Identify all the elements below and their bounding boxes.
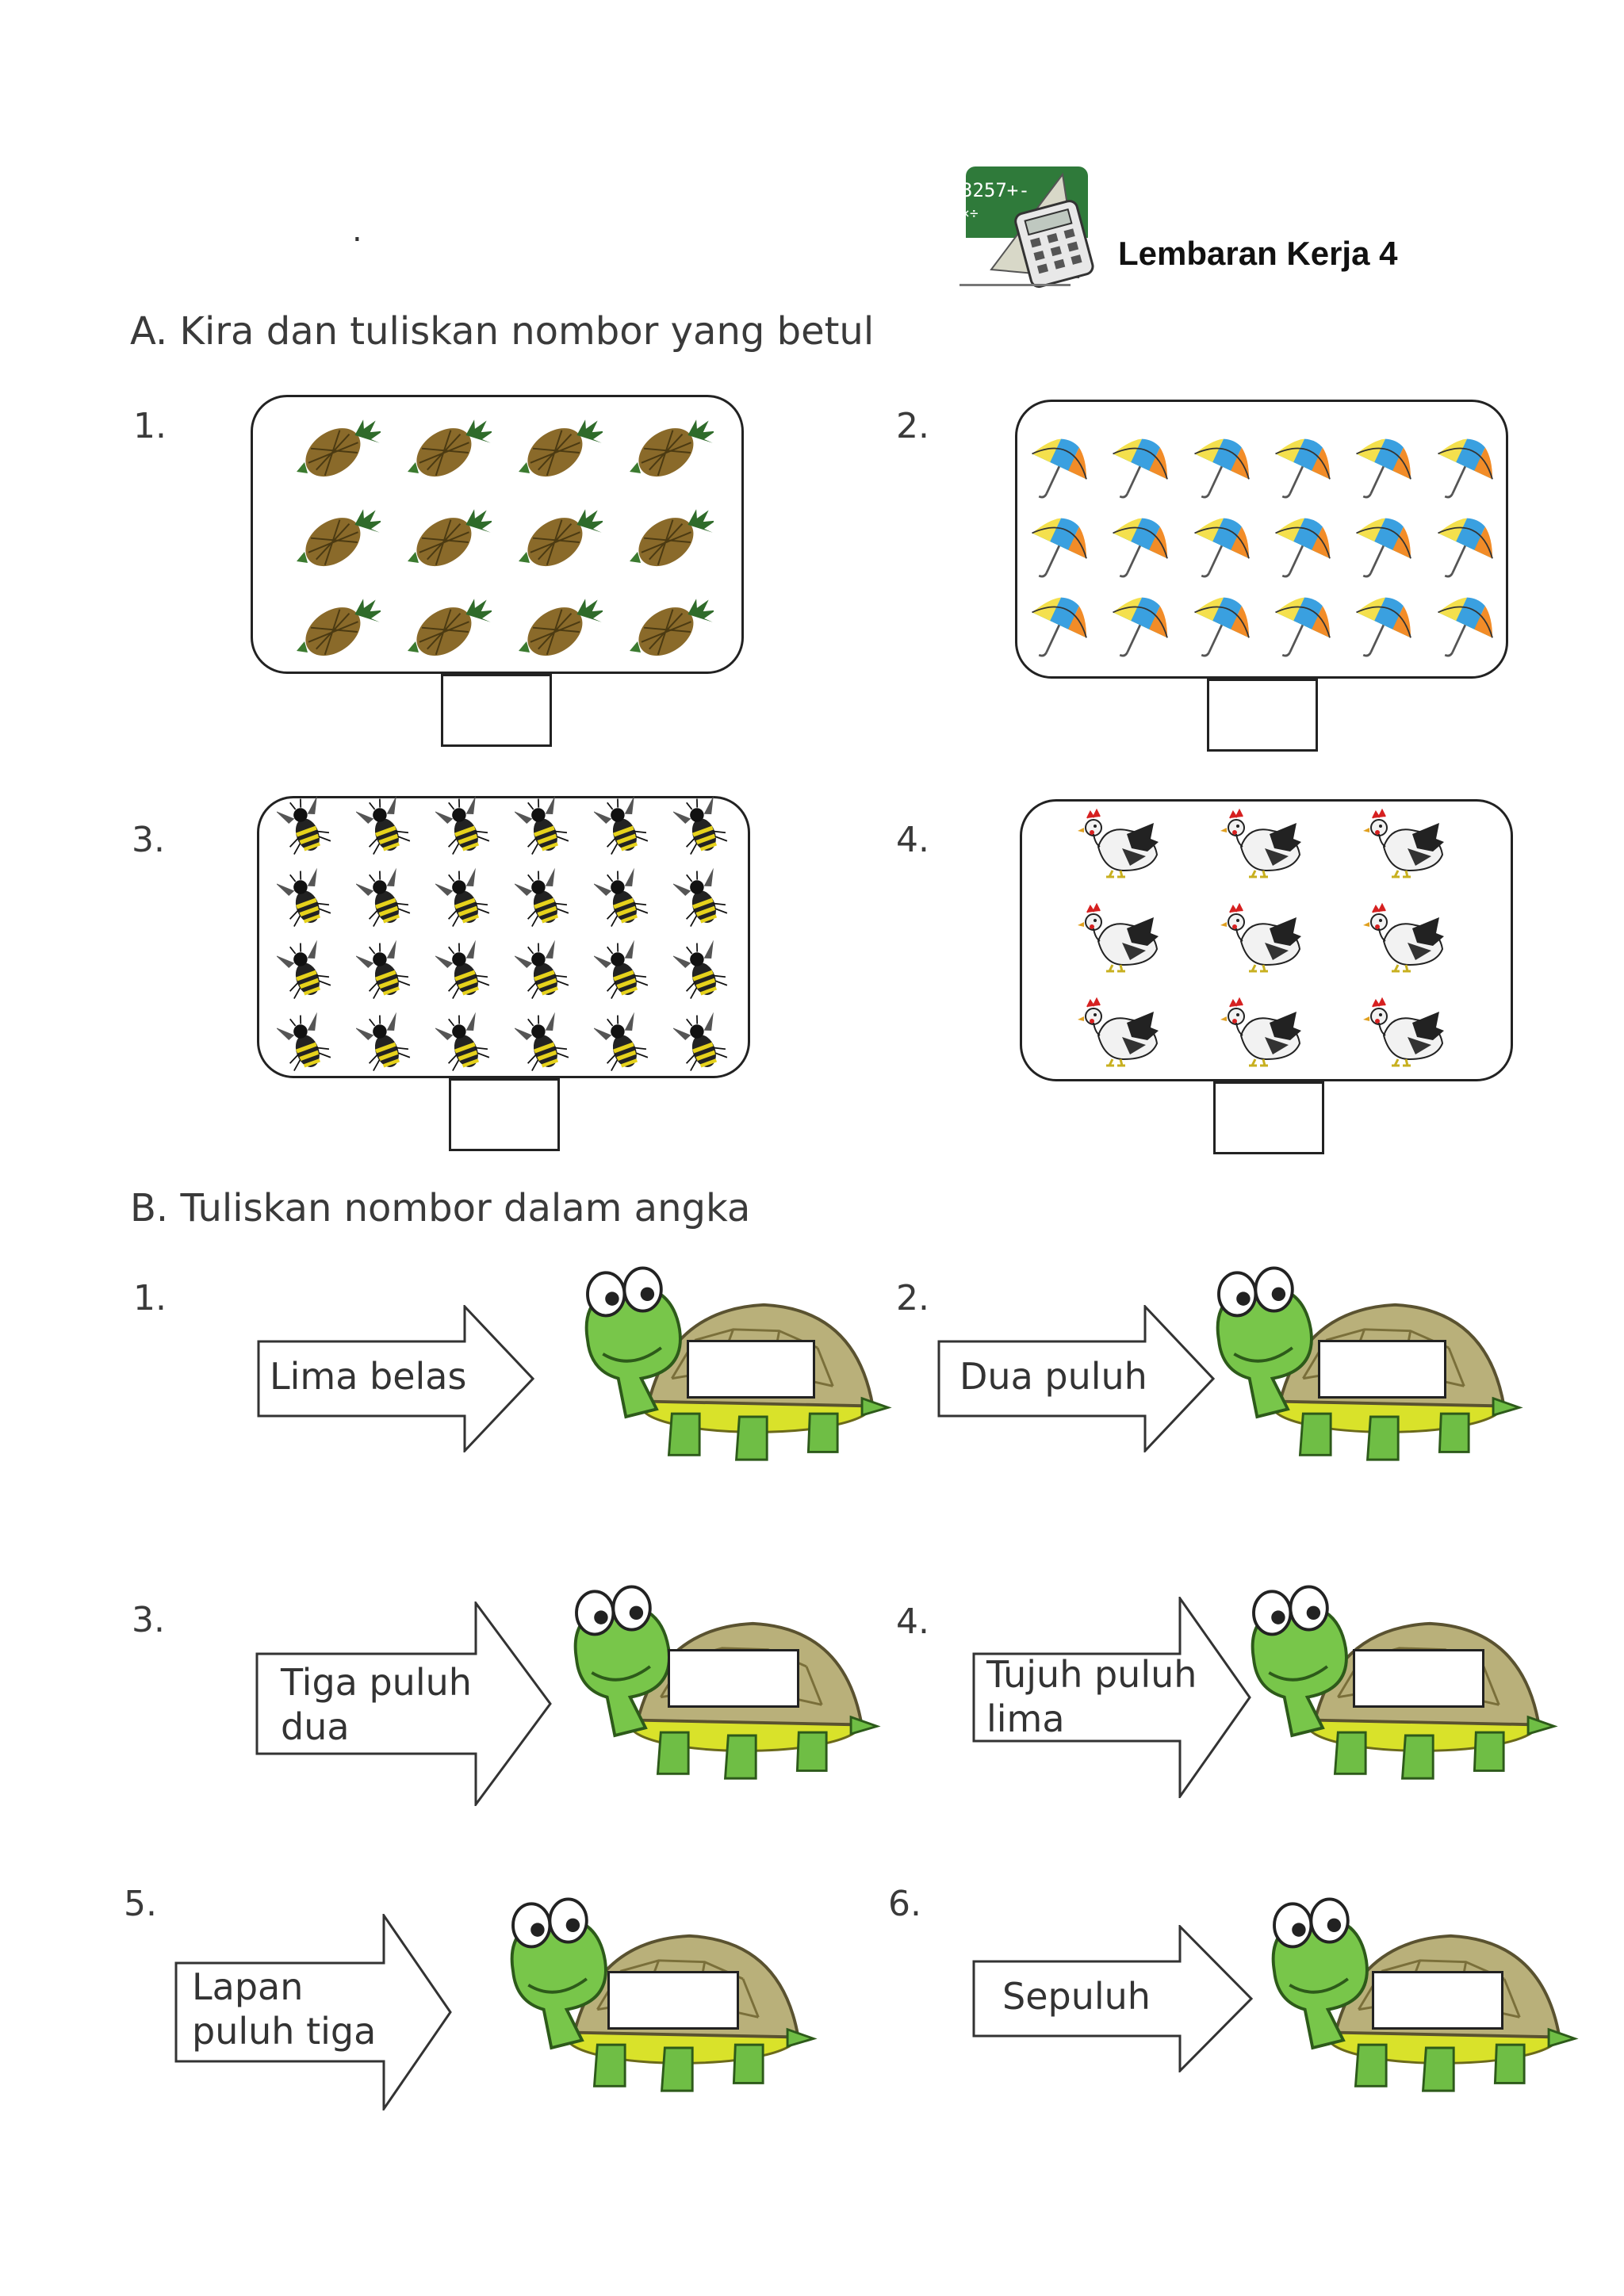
pineapple-grid [278, 396, 722, 666]
section-a-heading: A. Kira dan tuliskan nombor yang betul [130, 309, 875, 354]
pineapple-icon [278, 486, 389, 576]
bee-icon [265, 934, 344, 1006]
umbrella-icon [1424, 587, 1505, 666]
answer-box-b3[interactable] [668, 1649, 799, 1708]
bee-grid [265, 790, 741, 1078]
bee-icon [423, 790, 503, 862]
number-word-b5: Lapan puluh tiga [192, 1965, 377, 2053]
rooster-icon [1189, 796, 1332, 890]
bee-icon [503, 1006, 582, 1078]
pineapple-icon [389, 576, 500, 666]
bee-icon [582, 790, 661, 862]
answer-box-a3[interactable] [449, 1078, 560, 1151]
rooster-icon [1189, 984, 1332, 1078]
svg-text:3257+-: 3257+- [961, 179, 1030, 201]
umbrella-icon [1181, 587, 1262, 666]
bee-icon [344, 862, 423, 934]
answer-box-a2[interactable] [1207, 679, 1318, 752]
section-b-heading: B. Tuliskan nombor dalam angka [130, 1186, 751, 1230]
bee-icon [344, 1006, 423, 1078]
bee-icon [503, 790, 582, 862]
umbrella-icon [1262, 507, 1342, 587]
pineapple-icon [611, 486, 722, 576]
umbrella-icon [1018, 507, 1099, 587]
answer-box-a1[interactable] [441, 674, 552, 747]
item-a3-number: 3. [132, 820, 165, 860]
umbrella-icon [1099, 428, 1180, 507]
umbrella-grid [1018, 428, 1505, 666]
pineapple-icon [389, 486, 500, 576]
item-b5-number: 5. [124, 1884, 157, 1924]
bee-icon [423, 1006, 503, 1078]
answer-box-a4[interactable] [1213, 1081, 1324, 1154]
number-word-b2: Dua puluh [959, 1355, 1147, 1398]
umbrella-icon [1018, 428, 1099, 507]
pineapple-icon [611, 576, 722, 666]
rooster-grid [1047, 796, 1475, 1078]
umbrella-icon [1342, 428, 1423, 507]
item-b1-number: 1. [133, 1278, 167, 1318]
pineapple-icon [500, 486, 611, 576]
pineapple-icon [611, 396, 722, 486]
rooster-icon [1189, 890, 1332, 985]
bee-icon [582, 1006, 661, 1078]
stray-dot: . [352, 212, 362, 249]
bee-icon [661, 790, 741, 862]
item-b4-number: 4. [896, 1601, 929, 1642]
umbrella-icon [1424, 507, 1505, 587]
bee-icon [503, 862, 582, 934]
item-a2-number: 2. [896, 406, 929, 446]
umbrella-icon [1181, 507, 1262, 587]
pineapple-icon [389, 396, 500, 486]
calculator-logo-icon [944, 159, 1102, 293]
number-word-b6: Sepuluh [1002, 1975, 1151, 2018]
pineapple-icon [500, 396, 611, 486]
item-a4-number: 4. [896, 820, 929, 860]
umbrella-icon [1262, 587, 1342, 666]
answer-box-b6[interactable] [1372, 1971, 1503, 2030]
umbrella-icon [1099, 587, 1180, 666]
bee-icon [423, 862, 503, 934]
number-word-b4: Tujuh puluh lima [986, 1653, 1197, 1740]
umbrella-icon [1181, 428, 1262, 507]
umbrella-icon [1424, 428, 1505, 507]
rooster-icon [1332, 890, 1475, 985]
pineapple-icon [278, 396, 389, 486]
rooster-icon [1332, 796, 1475, 890]
bee-icon [344, 934, 423, 1006]
umbrella-icon [1342, 587, 1423, 666]
number-word-b1: Lima belas [270, 1355, 467, 1398]
bee-icon [265, 1006, 344, 1078]
bee-icon [503, 934, 582, 1006]
rooster-icon [1047, 796, 1189, 890]
answer-box-b5[interactable] [607, 1971, 739, 2030]
bee-icon [661, 934, 741, 1006]
number-word-b3: Tiga puluh dua [281, 1661, 472, 1748]
svg-text:×÷: ×÷ [961, 205, 979, 222]
item-b2-number: 2. [896, 1278, 929, 1318]
umbrella-icon [1342, 507, 1423, 587]
bee-icon [265, 862, 344, 934]
umbrella-icon [1099, 507, 1180, 587]
umbrella-icon [1018, 587, 1099, 666]
bee-icon [265, 790, 344, 862]
pineapple-icon [500, 576, 611, 666]
rooster-icon [1332, 984, 1475, 1078]
bee-icon [661, 862, 741, 934]
pineapple-icon [278, 576, 389, 666]
bee-icon [344, 790, 423, 862]
rooster-icon [1047, 984, 1189, 1078]
bee-icon [423, 934, 503, 1006]
bee-icon [661, 1006, 741, 1078]
worksheet-title: Lembaran Kerja 4 [1118, 235, 1398, 272]
item-b3-number: 3. [132, 1600, 165, 1640]
item-a1-number: 1. [133, 406, 167, 446]
answer-box-b2[interactable] [1318, 1340, 1446, 1399]
answer-box-b4[interactable] [1353, 1649, 1484, 1708]
rooster-icon [1047, 890, 1189, 985]
umbrella-icon [1262, 428, 1342, 507]
bee-icon [582, 862, 661, 934]
bee-icon [582, 934, 661, 1006]
answer-box-b1[interactable] [687, 1340, 815, 1399]
item-b6-number: 6. [888, 1884, 921, 1924]
